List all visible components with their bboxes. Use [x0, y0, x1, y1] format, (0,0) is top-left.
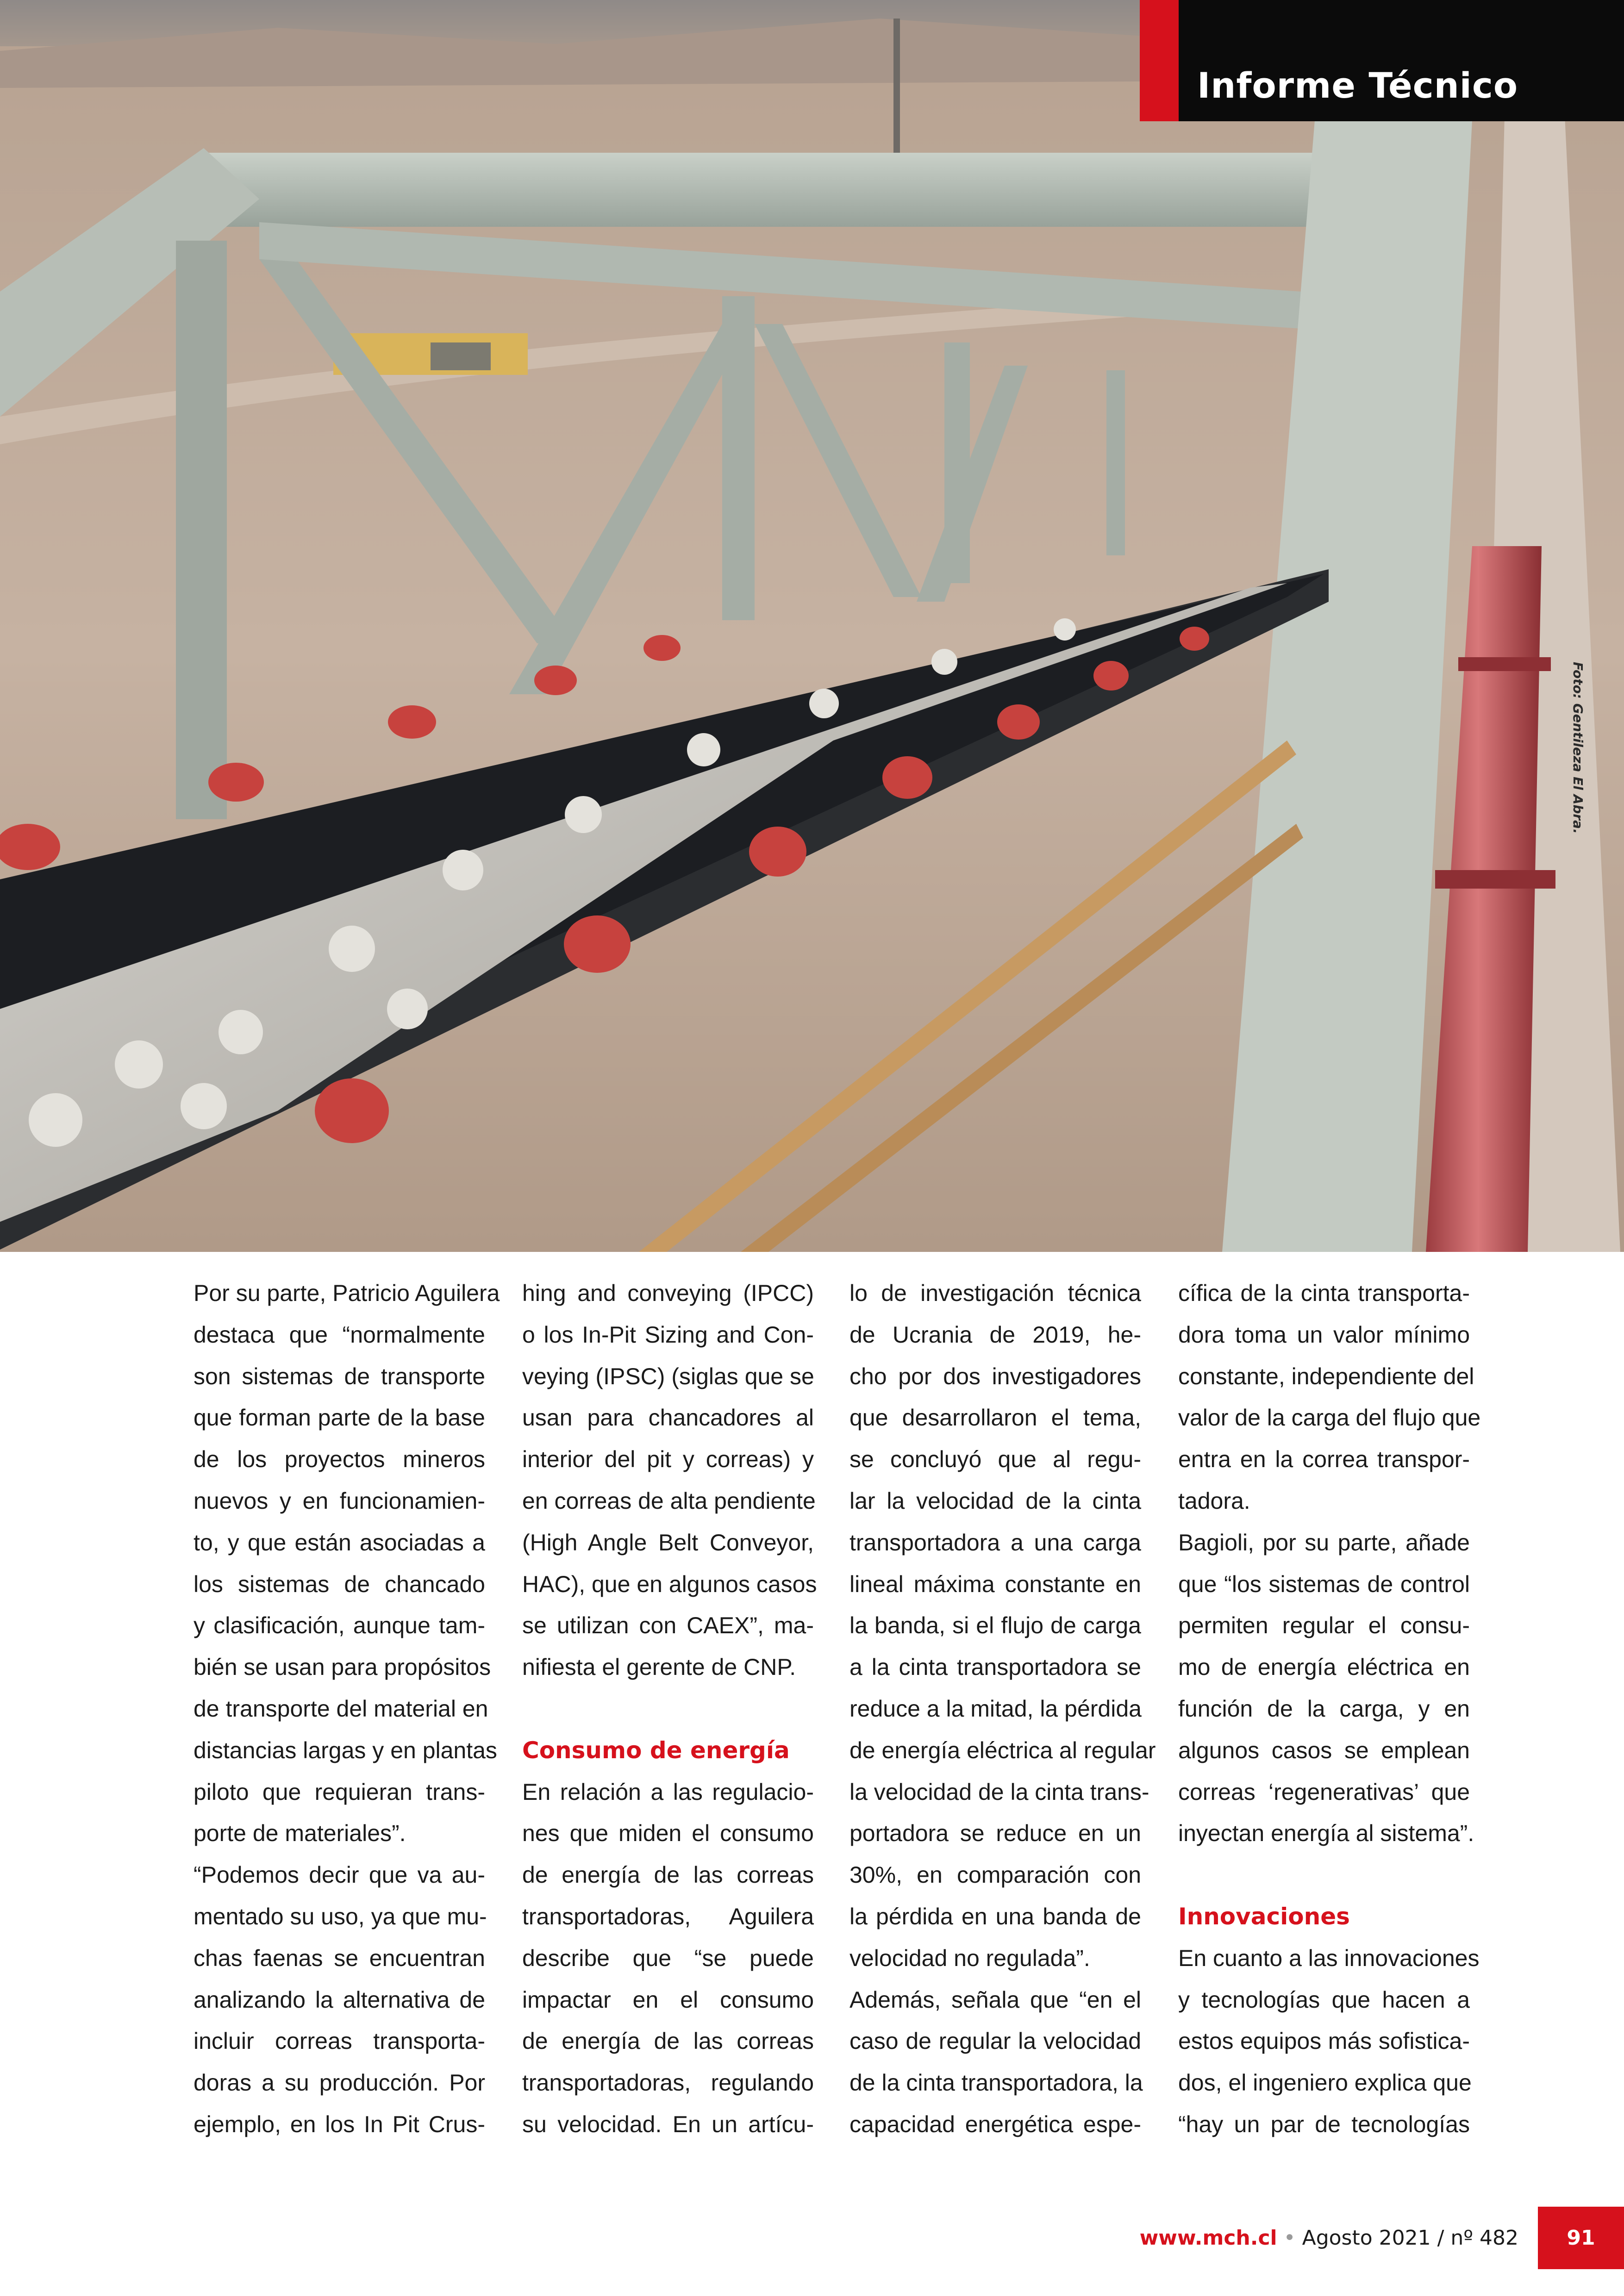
text-line: estos equipos más sofistica-	[1178, 2028, 1470, 2054]
text-line: se utilizan con CAEX”, ma-	[522, 1612, 814, 1639]
text-line: 30%, en comparación con	[849, 1862, 1141, 1888]
page-footer	[0, 2221, 1624, 2296]
text-line: se concluyó que al regu-	[849, 1446, 1141, 1473]
text-line: usan para chancadores al	[522, 1405, 814, 1431]
text-line: transportadora a una carga	[849, 1529, 1141, 1556]
text-line: distancias largas y en plantas	[194, 1737, 497, 1763]
text-line: transportadoras, Aguilera	[522, 1903, 814, 1929]
text-line: su velocidad. En un artícu-	[522, 2111, 814, 2137]
text-line: de energía eléctrica al regular	[849, 1737, 1156, 1763]
text-line: piloto que requieran trans-	[194, 1779, 485, 1805]
text-line: la banda, si el flujo de carga	[849, 1612, 1141, 1639]
text-line: de la cinta transportadora, la	[849, 2070, 1143, 2096]
text-line: Además, señala que “en el	[849, 1986, 1141, 2013]
text-line: la pérdida en una banda de	[849, 1903, 1141, 1929]
text-line: velocidad no regulada”.	[849, 1945, 1090, 1971]
truss-top-beam	[199, 153, 1426, 227]
text-line: valor de la carga del flujo que	[1178, 1405, 1481, 1431]
text-line: “hay un par de tecnologías	[1178, 2111, 1470, 2137]
text-line: Bagioli, por su parte, añade	[1178, 1529, 1470, 1556]
text-line: entra en la correa transpor-	[1178, 1446, 1470, 1473]
text-line: constante, independiente del	[1178, 1363, 1474, 1389]
tower	[893, 19, 900, 153]
text-line: son sistemas de transporte	[194, 1363, 485, 1389]
text-line: de los proyectos mineros	[194, 1446, 485, 1473]
text-line: que “los sistemas de control	[1178, 1571, 1470, 1597]
site-link[interactable]: www.mch.cl	[1139, 2226, 1277, 2250]
pipe-support-2	[1458, 657, 1551, 671]
pipe-support	[1435, 870, 1555, 889]
text-line: impactar en el consumo	[522, 1986, 814, 2013]
text-line: analizando la alternativa de	[194, 1986, 485, 2013]
text-line: mentado su uso, ya que mu-	[194, 1903, 487, 1929]
bullet-separator: •	[1283, 2226, 1302, 2250]
paragraph-gap	[522, 1688, 814, 1730]
text-line: ejemplo, en los In Pit Crus-	[194, 2111, 485, 2137]
text-line: en correas de alta pendiente	[522, 1487, 816, 1514]
text-line: dora toma un valor mínimo	[1178, 1321, 1470, 1348]
photo-credit: Foto: Gentileza El Abra.	[1570, 662, 1586, 834]
text-line: tadora.	[1178, 1487, 1250, 1514]
text-line: bién se usan para propósitos	[194, 1654, 491, 1680]
article-column-4	[1178, 1273, 1481, 2146]
text-line: función de la carga, y en	[1178, 1695, 1470, 1722]
text-line: hing and conveying (IPCC)	[522, 1280, 814, 1306]
text-line: veying (IPSC) (siglas que se	[522, 1363, 814, 1389]
text-line: interior del pit y correas) y	[522, 1446, 814, 1473]
text-line: lo de investigación técnica	[849, 1280, 1141, 1306]
paragraph-gap	[1178, 1854, 1470, 1896]
text-line: mo de energía eléctrica en	[1178, 1654, 1470, 1680]
text-line: de Ucrania de 2019, he-	[849, 1321, 1141, 1348]
text-line: la velocidad de la cinta trans-	[849, 1779, 1149, 1805]
truss-post-left	[176, 241, 227, 819]
text-line: to, y que están asociadas a	[194, 1529, 485, 1556]
text-line: cífica de la cinta transporta-	[1178, 1280, 1470, 1306]
text-line: permiten regular el consu-	[1178, 1612, 1470, 1639]
text-line: nuevos y en funcionamien-	[194, 1487, 485, 1514]
article-column-1	[194, 1273, 500, 2146]
section-accent-bar	[1140, 0, 1179, 121]
text-line: dos, el ingeniero explica que	[1178, 2070, 1472, 2096]
text-line: (High Angle Belt Conveyor,	[522, 1529, 814, 1556]
text-line: HAC), que en algunos casos	[522, 1571, 817, 1597]
text-line: porte de materiales”.	[194, 1820, 406, 1847]
text-line: destaca que “normalmente	[194, 1321, 485, 1348]
text-line: y clasificación, aunque tam-	[194, 1612, 485, 1639]
text-line: nes que miden el consumo	[522, 1820, 814, 1847]
text-line: que forman parte de la base	[194, 1405, 485, 1431]
text-line: lar la velocidad de la cinta	[849, 1487, 1141, 1514]
subheading-innovaciones: Innovaciones	[1178, 1903, 1350, 1930]
subheading-consumo: Consumo de energía	[522, 1736, 790, 1764]
text-line: de energía de las correas	[522, 2028, 814, 2054]
text-line: En relación a las regulacio-	[522, 1779, 814, 1805]
text-line: describe que “se puede	[522, 1945, 814, 1971]
article-column-2	[522, 1273, 817, 2146]
text-line: de energía de las correas	[522, 1862, 814, 1888]
text-line: “Podemos decir que va au-	[194, 1862, 485, 1888]
text-line: a la cinta transportadora se	[849, 1654, 1141, 1680]
text-line: y tecnologías que hacen a	[1178, 1986, 1470, 2013]
text-line: Por su parte, Patricio Aguilera	[194, 1280, 500, 1306]
text-line: o los In-Pit Sizing and Con-	[522, 1321, 814, 1348]
text-line: doras a su producción. Por	[194, 2070, 485, 2096]
text-line: portadora se reduce en un	[849, 1820, 1141, 1847]
text-line: lineal máxima constante en	[849, 1571, 1141, 1597]
text-line: En cuanto a las innovaciones	[1178, 1945, 1480, 1971]
mine-building	[431, 342, 491, 370]
text-line: capacidad energética espe-	[849, 2111, 1141, 2137]
footer-info	[1140, 2226, 1518, 2250]
page-number: 91	[1538, 2207, 1624, 2269]
text-line: los sistemas de chancado	[194, 1571, 485, 1597]
text-line: de transporte del material en	[194, 1695, 488, 1722]
section-title: Informe Técnico	[1197, 65, 1518, 106]
text-line: correas ‘regenerativas’ que	[1178, 1779, 1470, 1805]
text-line: algunos casos se emplean	[1178, 1737, 1470, 1763]
text-line: que desarrollaron el tema,	[849, 1405, 1141, 1431]
text-line: incluir correas transporta-	[194, 2028, 485, 2054]
text-line: nifiesta el gerente de CNP.	[522, 1654, 796, 1680]
text-line: inyectan energía al sistema”.	[1178, 1820, 1474, 1847]
text-line: reduce a la mitad, la pérdida	[849, 1695, 1142, 1722]
issue-info: Agosto 2021 / nº 482	[1302, 2226, 1518, 2250]
text-line: cho por dos investigadores	[849, 1363, 1141, 1389]
text-line: chas faenas se encuentran	[194, 1945, 485, 1971]
text-line: transportadoras, regulando	[522, 2070, 814, 2096]
section-header	[1140, 0, 1624, 121]
truss-post-4	[1106, 370, 1125, 555]
text-line: caso de regular la velocidad	[849, 2028, 1141, 2054]
article-column-3	[849, 1273, 1156, 2146]
